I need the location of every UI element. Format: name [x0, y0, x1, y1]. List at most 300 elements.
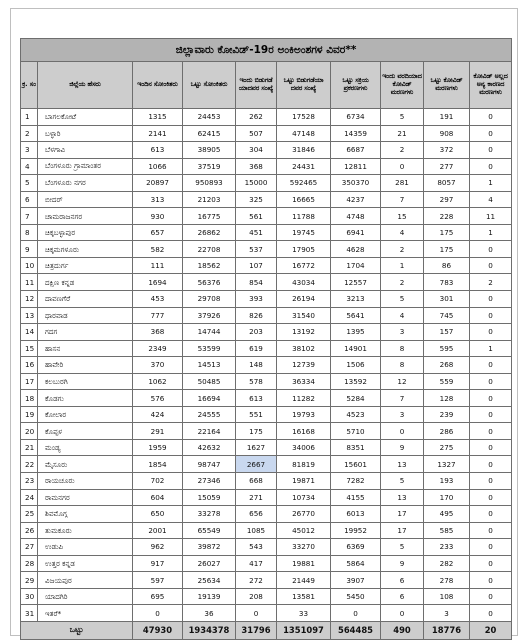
serial-cell: 20 [21, 423, 38, 440]
total-cell: 47930 [133, 621, 183, 639]
value-cell: 551 [236, 406, 277, 423]
value-cell: 304 [236, 142, 277, 159]
value-cell: 22708 [183, 241, 236, 258]
value-cell: 268 [424, 357, 470, 374]
serial-cell: 11 [21, 274, 38, 291]
value-cell: 13 [381, 456, 424, 473]
value-cell: 582 [133, 241, 183, 258]
district-name-cell: ದಕ್ಷಿಣ ಕನ್ನಡ [38, 274, 133, 291]
value-cell: 0 [470, 142, 512, 159]
value-cell: 908 [424, 125, 470, 142]
value-cell: 275 [424, 439, 470, 456]
value-cell: 917 [133, 555, 183, 572]
value-cell: 777 [133, 307, 183, 324]
serial-cell: 8 [21, 224, 38, 241]
district-name-cell: ತುಮಕೂರು [38, 522, 133, 539]
value-cell: 0 [470, 291, 512, 308]
value-cell: 962 [133, 539, 183, 556]
value-cell: 4 [381, 224, 424, 241]
value-cell: 650 [133, 506, 183, 523]
value-cell: 38905 [183, 142, 236, 159]
value-cell: 148 [236, 357, 277, 374]
serial-cell: 15 [21, 340, 38, 357]
value-cell: 14744 [183, 324, 236, 341]
value-cell: 128 [424, 390, 470, 407]
value-cell: 7 [381, 191, 424, 208]
value-cell: 4523 [331, 406, 381, 423]
value-cell: 15 [381, 208, 424, 225]
value-cell: 33278 [183, 506, 236, 523]
table-row [21, 324, 512, 341]
value-cell: 543 [236, 539, 277, 556]
serial-cell: 7 [21, 208, 38, 225]
value-cell: 372 [424, 142, 470, 159]
value-cell: 228 [424, 208, 470, 225]
value-cell: 13592 [331, 373, 381, 390]
district-name-cell: ಚಾಮರಾಜನಗರ [38, 208, 133, 225]
value-cell: 15059 [183, 489, 236, 506]
value-cell: 619 [236, 340, 277, 357]
value-cell: 1315 [133, 109, 183, 126]
value-cell: 277 [424, 158, 470, 175]
value-cell: 0 [470, 423, 512, 440]
district-name-cell: ಉತ್ತರ ಕನ್ನಡ [38, 555, 133, 572]
value-cell: 14901 [331, 340, 381, 357]
value-cell: 1704 [331, 257, 381, 274]
value-cell: 930 [133, 208, 183, 225]
value-cell: 21 [381, 125, 424, 142]
value-cell: 783 [424, 274, 470, 291]
col-header-total-deaths: ಒಟ್ಟು ಕೋವಿಡ್ ಮರಣಗಳು [424, 62, 470, 109]
value-cell: 3907 [331, 572, 381, 589]
value-cell: 0 [331, 605, 381, 622]
table-row [21, 291, 512, 308]
value-cell: 9 [381, 439, 424, 456]
district-name-cell: ವಿಜಯಪುರ [38, 572, 133, 589]
value-cell: 157 [424, 324, 470, 341]
report-title: ಜಿಲ್ಲಾವಾರು ಕೋವಿಡ್-19ರ ಅಂಕಿಅಂಶಗಳ ವಿವರ** [21, 39, 512, 62]
value-cell: 1 [470, 224, 512, 241]
value-cell: 0 [470, 109, 512, 126]
table-row [21, 456, 512, 473]
value-cell: 4237 [331, 191, 381, 208]
value-cell: 6 [381, 572, 424, 589]
value-cell: 16775 [183, 208, 236, 225]
value-cell: 2 [381, 142, 424, 159]
value-cell: 27346 [183, 473, 236, 490]
serial-cell: 18 [21, 390, 38, 407]
value-cell: 1085 [236, 522, 277, 539]
value-cell: 325 [236, 191, 277, 208]
value-cell: 561 [236, 208, 277, 225]
table-row [21, 539, 512, 556]
value-cell: 4748 [331, 208, 381, 225]
value-cell: 0 [470, 605, 512, 622]
district-name-cell: ರಾಯಚೂರು [38, 473, 133, 490]
serial-cell: 13 [21, 307, 38, 324]
value-cell: 950893 [183, 175, 236, 192]
value-cell: 297 [424, 191, 470, 208]
value-cell: 14359 [331, 125, 381, 142]
table-row [21, 555, 512, 572]
district-name-cell: ಮಂಡ್ಯ [38, 439, 133, 456]
value-cell: 3213 [331, 291, 381, 308]
value-cell: 507 [236, 125, 277, 142]
value-cell: 0 [133, 605, 183, 622]
value-cell: 5 [381, 291, 424, 308]
value-cell: 65549 [183, 522, 236, 539]
value-cell: 0 [470, 456, 512, 473]
value-cell: 262 [236, 109, 277, 126]
serial-cell: 17 [21, 373, 38, 390]
table-row [21, 340, 512, 357]
value-cell: 0 [470, 324, 512, 341]
value-cell: 5864 [331, 555, 381, 572]
serial-cell: 16 [21, 357, 38, 374]
value-cell: 537 [236, 241, 277, 258]
table-row [21, 175, 512, 192]
serial-cell: 23 [21, 473, 38, 490]
serial-cell: 1 [21, 109, 38, 126]
value-cell: 12811 [331, 158, 381, 175]
district-name-cell: ಬೆಳಗಾವಿ [38, 142, 133, 159]
value-cell: 1627 [236, 439, 277, 456]
district-name-cell: ಮೈಸೂರು [38, 456, 133, 473]
value-cell: 6013 [331, 506, 381, 523]
table-row [21, 109, 512, 126]
serial-cell: 31 [21, 605, 38, 622]
serial-cell: 29 [21, 572, 38, 589]
value-cell: 1066 [133, 158, 183, 175]
value-cell: 8 [381, 340, 424, 357]
value-cell: 7282 [331, 473, 381, 490]
value-cell: 13192 [277, 324, 331, 341]
value-cell: 233 [424, 539, 470, 556]
value-cell: 0 [381, 158, 424, 175]
value-cell: 7 [381, 390, 424, 407]
value-cell: 0 [470, 489, 512, 506]
table-row [21, 406, 512, 423]
value-cell: 98747 [183, 456, 236, 473]
value-cell: 21203 [183, 191, 236, 208]
value-cell: 0 [470, 390, 512, 407]
table-row [21, 274, 512, 291]
value-cell: 451 [236, 224, 277, 241]
table-row [21, 439, 512, 456]
value-cell: 417 [236, 555, 277, 572]
value-cell: 56376 [183, 274, 236, 291]
total-cell: 1934378 [183, 621, 236, 639]
value-cell: 12 [381, 373, 424, 390]
value-cell: 604 [133, 489, 183, 506]
value-cell: 0 [470, 257, 512, 274]
value-cell: 53599 [183, 340, 236, 357]
value-cell: 4155 [331, 489, 381, 506]
value-cell: 111 [133, 257, 183, 274]
value-cell: 19871 [277, 473, 331, 490]
value-cell: 578 [236, 373, 277, 390]
value-cell: 282 [424, 555, 470, 572]
serial-cell: 12 [21, 291, 38, 308]
serial-cell: 21 [21, 439, 38, 456]
value-cell: 108 [424, 588, 470, 605]
table-row [21, 506, 512, 523]
value-cell: 1 [470, 175, 512, 192]
value-cell: 3 [381, 406, 424, 423]
value-cell: 13 [381, 489, 424, 506]
serial-cell: 4 [21, 158, 38, 175]
serial-cell: 14 [21, 324, 38, 341]
value-cell: 1506 [331, 357, 381, 374]
value-cell: 613 [133, 142, 183, 159]
value-cell: 424 [133, 406, 183, 423]
serial-cell: 5 [21, 175, 38, 192]
total-row [21, 621, 512, 639]
value-cell: 37926 [183, 307, 236, 324]
value-cell: 24431 [277, 158, 331, 175]
value-cell: 585 [424, 522, 470, 539]
value-cell: 0 [381, 423, 424, 440]
value-cell: 1694 [133, 274, 183, 291]
total-cell: 564485 [331, 621, 381, 639]
value-cell: 11788 [277, 208, 331, 225]
value-cell: 0 [470, 357, 512, 374]
value-cell: 50485 [183, 373, 236, 390]
value-cell: 175 [424, 224, 470, 241]
table-row [21, 423, 512, 440]
district-name-cell: ಧಾರವಾಡ [38, 307, 133, 324]
col-header-active-cases: ಒಟ್ಟು ಸಕ್ರಿಯ ಪ್ರಕರಣಗಳು [331, 62, 381, 109]
value-cell: 453 [133, 291, 183, 308]
value-cell: 1 [381, 257, 424, 274]
value-cell: 10734 [277, 489, 331, 506]
value-cell: 16168 [277, 423, 331, 440]
header-row [21, 62, 512, 109]
district-name-cell: ಬಾಗಲಕೋಟೆ [38, 109, 133, 126]
col-header-today-cases: ಇಂದಿನ ಸೋಂಕಿತರು [133, 62, 183, 109]
value-cell: 12557 [331, 274, 381, 291]
serial-cell: 22 [21, 456, 38, 473]
value-cell: 2141 [133, 125, 183, 142]
district-name-cell: ಹಾವೇರಿ [38, 357, 133, 374]
value-cell: 5284 [331, 390, 381, 407]
district-name-cell: ಕೋಲಾರ [38, 406, 133, 423]
value-cell: 20897 [133, 175, 183, 192]
value-cell: 203 [236, 324, 277, 341]
serial-cell: 27 [21, 539, 38, 556]
value-cell: 0 [470, 307, 512, 324]
value-cell: 8 [381, 357, 424, 374]
value-cell: 272 [236, 572, 277, 589]
value-cell: 6941 [331, 224, 381, 241]
value-cell: 2001 [133, 522, 183, 539]
serial-cell: 2 [21, 125, 38, 142]
value-cell: 86 [424, 257, 470, 274]
value-cell: 0 [470, 241, 512, 258]
value-cell: 11282 [277, 390, 331, 407]
value-cell: 0 [470, 506, 512, 523]
value-cell: 0 [470, 473, 512, 490]
value-cell: 3 [381, 324, 424, 341]
serial-cell: 10 [21, 257, 38, 274]
district-name-cell: ಚಿತ್ರದುರ್ಗ [38, 257, 133, 274]
serial-cell: 30 [21, 588, 38, 605]
serial-cell: 24 [21, 489, 38, 506]
value-cell: 854 [236, 274, 277, 291]
table-row [21, 572, 512, 589]
district-name-cell: ದಾವಣಗೆರೆ [38, 291, 133, 308]
table-row [21, 208, 512, 225]
value-cell: 826 [236, 307, 277, 324]
value-cell: 1 [470, 340, 512, 357]
value-cell: 15601 [331, 456, 381, 473]
value-cell: 286 [424, 423, 470, 440]
value-cell: 191 [424, 109, 470, 126]
value-cell: 17 [381, 506, 424, 523]
value-cell: 0 [470, 522, 512, 539]
district-name-cell: ಬಳ್ಳಾರಿ [38, 125, 133, 142]
value-cell: 193 [424, 473, 470, 490]
value-cell: 16694 [183, 390, 236, 407]
value-cell: 36334 [277, 373, 331, 390]
value-cell: 21449 [277, 572, 331, 589]
district-name-cell: ಚಿಕ್ಕಬಳ್ಳಾಪುರ [38, 224, 133, 241]
value-cell: 656 [236, 506, 277, 523]
district-name-cell: ರಾಮನಗರ [38, 489, 133, 506]
value-cell: 702 [133, 473, 183, 490]
value-cell: 19745 [277, 224, 331, 241]
col-header-non-covid-deaths: ಕೋವಿಡ್ ಅಲ್ಲದ ಅನ್ಯ ಕಾರಣದ ಮರಣಗಳು [470, 62, 512, 109]
value-cell: 278 [424, 572, 470, 589]
table-row [21, 390, 512, 407]
value-cell: 0 [381, 605, 424, 622]
district-name-cell: ಉಡುಪಿ [38, 539, 133, 556]
value-cell: 37519 [183, 158, 236, 175]
district-rows [21, 109, 512, 622]
value-cell: 34006 [277, 439, 331, 456]
value-cell: 38102 [277, 340, 331, 357]
value-cell: 18562 [183, 257, 236, 274]
table-row [21, 158, 512, 175]
value-cell: 29708 [183, 291, 236, 308]
value-cell: 208 [236, 588, 277, 605]
table-row [21, 357, 512, 374]
serial-cell: 9 [21, 241, 38, 258]
value-cell: 62415 [183, 125, 236, 142]
value-cell: 2 [381, 274, 424, 291]
value-cell: 15000 [236, 175, 277, 192]
value-cell: 24555 [183, 406, 236, 423]
district-name-cell: ಕೊಡಗು [38, 390, 133, 407]
table-row [21, 224, 512, 241]
value-cell: 657 [133, 224, 183, 241]
value-cell: 17905 [277, 241, 331, 258]
district-name-cell: ಇತರೆ* [38, 605, 133, 622]
value-cell: 14513 [183, 357, 236, 374]
value-cell: 16665 [277, 191, 331, 208]
value-cell: 0 [470, 373, 512, 390]
value-cell: 1062 [133, 373, 183, 390]
table-row [21, 522, 512, 539]
value-cell: 668 [236, 473, 277, 490]
col-header-today-discharged: ಇಂದು ಬಿಡುಗಡೆ ಯಾದವರ ಸಂಖ್ಯೆ [236, 62, 277, 109]
value-cell: 576 [133, 390, 183, 407]
district-name-cell: ಯಾದಗಿರಿ [38, 588, 133, 605]
value-cell: 26770 [277, 506, 331, 523]
value-cell: 31540 [277, 307, 331, 324]
value-cell: 0 [470, 406, 512, 423]
district-name-cell: ಕಲಬುರಗಿ [38, 373, 133, 390]
district-name-cell: ಗದಗ [38, 324, 133, 341]
value-cell: 8057 [424, 175, 470, 192]
value-cell: 368 [236, 158, 277, 175]
serial-cell: 26 [21, 522, 38, 539]
value-cell: 22164 [183, 423, 236, 440]
value-cell: 24453 [183, 109, 236, 126]
value-cell: 368 [133, 324, 183, 341]
value-cell: 271 [236, 489, 277, 506]
value-cell: 31846 [277, 142, 331, 159]
value-cell: 47148 [277, 125, 331, 142]
value-cell: 595 [424, 340, 470, 357]
value-cell: 9 [381, 555, 424, 572]
value-cell: 19881 [277, 555, 331, 572]
table-row [21, 191, 512, 208]
value-cell: 597 [133, 572, 183, 589]
district-name-cell: ಬೀದರ್ [38, 191, 133, 208]
value-cell: 17528 [277, 109, 331, 126]
covid-stats-table [20, 38, 512, 640]
total-cell: 31796 [236, 621, 277, 639]
value-cell: 170 [424, 489, 470, 506]
district-name-cell: ಬೆಂಗಳೂರು ಗ್ರಾಮಾಂತರ [38, 158, 133, 175]
value-cell: 0 [236, 605, 277, 622]
value-cell: 313 [133, 191, 183, 208]
value-cell: 42632 [183, 439, 236, 456]
value-cell: 33270 [277, 539, 331, 556]
value-cell: 175 [424, 241, 470, 258]
district-name-cell: ಹಾಸನ [38, 340, 133, 357]
table-row [21, 588, 512, 605]
value-cell: 1854 [133, 456, 183, 473]
serial-cell: 19 [21, 406, 38, 423]
value-cell: 239 [424, 406, 470, 423]
table-row [21, 489, 512, 506]
value-cell: 26862 [183, 224, 236, 241]
value-cell: 3 [424, 605, 470, 622]
value-cell: 1395 [331, 324, 381, 341]
value-cell: 592465 [277, 175, 331, 192]
value-cell: 25634 [183, 572, 236, 589]
col-header-district: ಜಿಲ್ಲೆಯ ಹೆಸರು [38, 62, 133, 109]
total-cell: 18776 [424, 621, 470, 639]
value-cell: 0 [470, 572, 512, 589]
value-cell: 495 [424, 506, 470, 523]
value-cell: 291 [133, 423, 183, 440]
value-cell: 16772 [277, 257, 331, 274]
table-row [21, 373, 512, 390]
value-cell: 1959 [133, 439, 183, 456]
value-cell: 19952 [331, 522, 381, 539]
value-cell: 2667 [236, 456, 277, 473]
value-cell: 613 [236, 390, 277, 407]
title-row [21, 39, 512, 62]
value-cell: 5 [381, 109, 424, 126]
total-label: ಒಟ್ಟು [21, 621, 133, 639]
table-row [21, 307, 512, 324]
value-cell: 19793 [277, 406, 331, 423]
value-cell: 5 [381, 539, 424, 556]
